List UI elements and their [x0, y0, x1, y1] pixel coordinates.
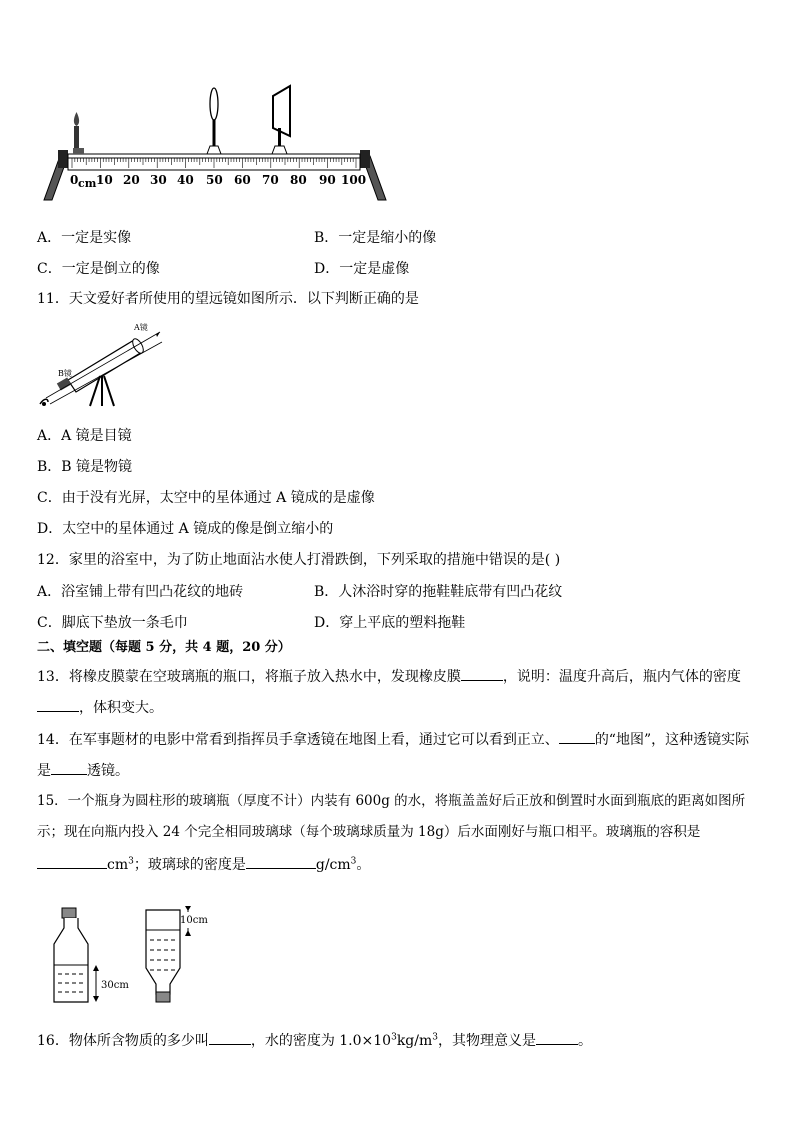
q13-line1 [37, 666, 741, 686]
q13-text-b: ，说明：温度升高后，瓶内气体的密度 [502, 669, 741, 685]
q12-option-d: D．穿上平底的塑料拖鞋 [314, 615, 466, 631]
bench-label-50: 50 [206, 173, 223, 187]
q10-option-b: B．一定是缩小的像 [314, 230, 437, 246]
q15-sup-2: 3 [350, 856, 357, 867]
label-b-lens: B镜 [58, 369, 72, 378]
telescope-figure [38, 318, 168, 412]
q13-blank-1[interactable] [461, 666, 503, 681]
bench-label-80: 80 [290, 173, 307, 187]
q16-line [37, 1030, 592, 1050]
q16-text-e: 。 [578, 1033, 592, 1049]
q12-option-c: C．脚底下垫放一条毛巾 [37, 615, 188, 631]
bottle-1-cap [62, 908, 76, 918]
q15-text-e: 。 [356, 857, 371, 873]
q13-blank-2[interactable] [37, 697, 79, 712]
q15-unit-2: g/cm [315, 857, 351, 873]
q15-unit-1: cm [107, 857, 129, 873]
q16-text-d: ，其物理意义是 [438, 1033, 536, 1049]
q16-text-b: ，水的密度为 1.0×10 [250, 1033, 392, 1049]
q11-option-a: A．A 镜是目镜 [37, 428, 132, 444]
bench-label-30: 30 [150, 173, 167, 187]
q13-text-a: 13．将橡皮膜蒙在空玻璃瓶的瓶口，将瓶子放入热水中，发现橡皮膜 [37, 669, 461, 685]
q15-sup-1: 3 [128, 856, 134, 867]
bench-label-10: 10 [96, 173, 113, 187]
bench-label-0: 0 [70, 173, 79, 187]
bottles-figure [48, 906, 218, 1008]
q10-option-c: C．一定是倒立的像 [37, 261, 160, 277]
label-a-lens: A镜 [134, 323, 148, 332]
bench-label-90: 90 [319, 173, 336, 187]
q16-blank-2[interactable] [536, 1030, 578, 1045]
bench-label-100: 100 [341, 173, 367, 187]
q16-text-c: kg/m [396, 1033, 433, 1049]
bench-label-20: 20 [123, 173, 140, 187]
q11-stem: 11．天文爱好者所使用的望远镜如图所示．以下判断正确的是 [37, 291, 419, 307]
q16-blank-1[interactable] [209, 1030, 251, 1045]
bench-label-70: 70 [262, 173, 279, 187]
q15-line3 [37, 854, 370, 874]
q15-blank-2[interactable] [246, 854, 316, 869]
optical-bench-figure [40, 84, 390, 204]
q13-text-c: ，体积变大。 [79, 700, 163, 716]
bench-label-40: 40 [177, 173, 194, 187]
q14-text-b: 的“地图”，这种透镜实际 [594, 732, 750, 748]
q12-option-b: B．人沐浴时穿的拖鞋鞋底带有凹凸花纹 [314, 584, 563, 600]
q14-line1 [37, 729, 749, 749]
q15-line1: 15．一个瓶身为圆柱形的玻璃瓶（厚度不计）内装有 600g 的水，将瓶盖盖好后正放和倒置时水面到瓶底的距离如图所 [37, 793, 746, 809]
section-title: 二、填空题（每题 5 分，共 4 题，20 分） [37, 640, 291, 655]
label-30cm: 30cm [101, 980, 129, 991]
q10-option-d: D．一定是虚像 [314, 261, 410, 277]
q14-blank-2[interactable] [51, 760, 87, 775]
bottle-2-cap [156, 992, 170, 1002]
q14-text-d: 透镜。 [87, 763, 129, 779]
q12-stem: 12．家里的浴室中，为了防止地面沾水使人打滑跌倒，下列采取的措施中错误的是( ) [37, 552, 561, 568]
q16-text-a: 16．物体所含物质的多少叫 [37, 1033, 209, 1049]
q14-line2 [37, 760, 129, 780]
q15-text-c: ；玻璃球的密度是 [133, 857, 246, 873]
q11-option-b: B．B 镜是物镜 [37, 459, 133, 475]
q15-blank-1[interactable] [37, 854, 107, 869]
q10-option-a: A．一定是实像 [37, 230, 132, 246]
label-10cm: 10cm [180, 915, 208, 926]
q14-text-a: 14．在军事题材的电影中常看到指挥员手拿透镜在地图上看，通过它可以看到正立、 [37, 732, 559, 748]
q16-sup-1: 3 [391, 1032, 397, 1043]
q11-option-c: C．由于没有光屏，太空中的星体通过 A 镜成的是虚像 [37, 490, 375, 506]
q16-sup-2: 3 [432, 1032, 438, 1043]
q15-line2: 示；现在向瓶内投入 24 个完全相同玻璃球（每个玻璃球质量为 18g）后水面刚好与瓶口相平。玻璃瓶的容积是 [37, 824, 701, 840]
q14-text-c: 是 [37, 763, 51, 779]
q12-option-a: A．浴室铺上带有凹凸花纹的地砖 [37, 584, 244, 600]
q13-line2 [37, 697, 163, 717]
bench-unit: cm [78, 177, 97, 190]
q11-option-d: D．太空中的星体通过 A 镜成的像是倒立缩小的 [37, 521, 334, 537]
q14-blank-1[interactable] [559, 729, 595, 744]
bench-label-60: 60 [234, 173, 251, 187]
